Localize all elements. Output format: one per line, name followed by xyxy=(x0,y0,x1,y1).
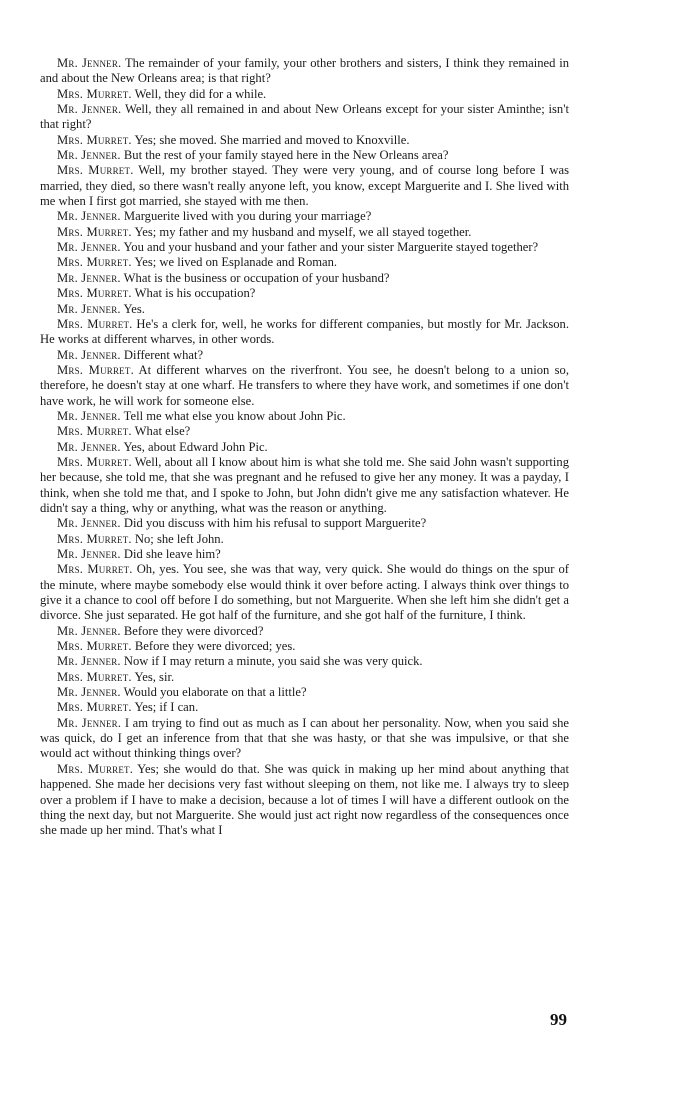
testimony-text: Marguerite lived with you during your marriage? xyxy=(123,209,372,224)
speaker-name: Mr. Jenner. xyxy=(57,270,121,285)
speaker-name: Mr. Jenner. xyxy=(57,209,121,224)
testimony-paragraph xyxy=(40,624,569,639)
speaker-name: Mrs. Murret. xyxy=(57,224,132,239)
speaker-name: Mr. Jenner. xyxy=(57,56,122,70)
testimony-text: What is his occupation? xyxy=(134,286,256,301)
testimony-paragraph xyxy=(40,286,569,301)
speaker-name: Mrs. Murret. xyxy=(57,316,133,331)
speaker-name: Mr. Jenner. xyxy=(57,623,121,638)
testimony-paragraph xyxy=(40,87,569,102)
speaker-name: Mr. Jenner. xyxy=(57,685,121,700)
testimony-paragraph xyxy=(40,516,569,531)
testimony-text: Tell me what else you know about John Pic. xyxy=(123,408,346,423)
testimony-text: Before they were divorced? xyxy=(123,623,264,638)
testimony-paragraph xyxy=(40,762,569,839)
testimony-text: What is the business or occupation of your husband? xyxy=(123,270,390,285)
testimony-paragraph xyxy=(40,102,569,133)
testimony-paragraph xyxy=(40,271,569,286)
testimony-paragraph xyxy=(40,532,569,547)
testimony-paragraph xyxy=(40,148,569,163)
testimony-text: The remainder of your family, your other brothers and sisters, I think they remained in and about the New Orleans area; is that right? xyxy=(40,56,570,86)
speaker-name: Mr. Jenner. xyxy=(57,654,121,669)
testimony-paragraph xyxy=(40,424,569,439)
speaker-name: Mr. Jenner. xyxy=(57,102,122,117)
testimony-text: Did she leave him? xyxy=(123,547,221,561)
testimony-text: At different wharves on the riverfront. You see, he doesn't belong to a union so, therefore, he doesn't stay at one wharf. He transfers to where they have work, and sometimes if one don't have work, he will work for someone else. xyxy=(40,362,569,408)
testimony-text: Yes; if I can. xyxy=(134,700,199,715)
speaker-name: Mrs. Murret. xyxy=(57,639,132,654)
speaker-name: Mrs. Murret. xyxy=(57,531,132,546)
speaker-name: Mrs. Murret. xyxy=(57,255,132,270)
speaker-name: Mrs. Murret. xyxy=(57,454,132,469)
speaker-name: Mr. Jenner. xyxy=(57,547,121,561)
testimony-text: You and your husband and your father and your sister Marguerite stayed together? xyxy=(123,240,539,255)
speaker-name: Mr. Jenner. xyxy=(57,408,121,423)
testimony-paragraph xyxy=(40,685,569,700)
testimony-text: Well, about all I know about him is what she told me. She said John wasn't supporting her because, she told me, that she was pregnant and he refused to give her any money. It was a payday, I think, when she told me that, and I spoke to John, but John didn't give me any satisfaction whatever. He didn't say a thing, why or anything, what was the reason or anything. xyxy=(40,454,570,515)
speaker-name: Mrs. Murret. xyxy=(57,362,134,377)
speaker-name: Mrs. Murret. xyxy=(57,761,134,776)
testimony-paragraph xyxy=(40,209,569,224)
testimony-paragraph xyxy=(40,409,569,424)
testimony-paragraph xyxy=(40,716,569,762)
testimony-paragraph xyxy=(40,225,569,240)
testimony-paragraph xyxy=(40,700,569,715)
speaker-name: Mrs. Murret. xyxy=(57,700,132,715)
testimony-paragraph xyxy=(40,654,569,669)
testimony-paragraph xyxy=(40,240,569,255)
testimony-text: He's a clerk for, well, he works for different companies, but mostly for Mr. Jackson. He works at different wharves, in other words. xyxy=(40,316,570,347)
testimony-paragraph xyxy=(40,255,569,270)
testimony-text: Well, they all remained in and about New Orleans except for your sister Aminthe; isn't that right? xyxy=(40,102,569,132)
speaker-name: Mrs. Murret. xyxy=(57,562,133,577)
testimony-paragraph xyxy=(40,639,569,654)
speaker-name: Mr. Jenner. xyxy=(57,240,121,255)
speaker-name: Mr. Jenner. xyxy=(57,148,121,163)
speaker-name: Mrs. Murret. xyxy=(57,286,132,301)
testimony-paragraph xyxy=(40,163,569,209)
speaker-name: Mr. Jenner. xyxy=(57,301,121,316)
testimony-text: No; she left John. xyxy=(134,531,224,546)
speaker-name: Mrs. Murret. xyxy=(57,86,132,101)
testimony-text: Now if I may return a minute, you said she was very quick. xyxy=(123,654,423,669)
testimony-text: Yes; she would do that. She was quick in making up her mind about anything that happened. She made her decisions very fast without sleeping on them, not like me. I always try to sleep over a problem if I have to make a decision, because a lot of times I will have a different outlook on the thing the next day, but not Marguerite. She would just act right now regardless of the consequences once she made up her mind. That's what I xyxy=(40,761,569,838)
testimony-paragraph xyxy=(40,547,569,562)
speaker-name: Mr. Jenner. xyxy=(57,439,121,454)
testimony-text: Yes. xyxy=(123,301,145,316)
testimony-text: But the rest of your family stayed here in the New Orleans area? xyxy=(123,148,449,163)
testimony-text: Did you discuss with him his refusal to support Marguerite? xyxy=(123,516,427,531)
testimony-text: Before they were divorced; yes. xyxy=(134,639,296,654)
speaker-name: Mr. Jenner. xyxy=(57,347,121,362)
testimony-text: Yes, about Edward John Pic. xyxy=(123,439,268,454)
testimony-paragraph xyxy=(40,363,569,409)
testimony-text: Yes; we lived on Esplanade and Roman. xyxy=(134,255,338,270)
testimony-text: Yes, sir. xyxy=(134,669,175,684)
testimony-text: Well, my brother stayed. They were very young, and of course long before I was married, they died, so there wasn't really anyone left, you know, except Marguerite and I. She lived with me when I first got married, she stayed with me then. xyxy=(40,163,570,209)
testimony-text: Well, they did for a while. xyxy=(134,86,267,101)
testimony-text: Would you elaborate on that a little? xyxy=(123,685,307,700)
testimony-text: What else? xyxy=(134,424,191,439)
speaker-name: Mr. Jenner. xyxy=(57,715,122,730)
speaker-name: Mr. Jenner. xyxy=(57,516,121,531)
testimony-paragraph xyxy=(40,562,569,623)
document-body xyxy=(40,56,569,839)
testimony-text: Oh, yes. You see, she was that way, very quick. She would do things on the spur of the minute, where maybe somebody else would think it over before acting. I always think over things to give it a chance to cool off before I do something, but not Marguerite. When she left him she didn't get a divorce. She just separated. He got half of the furniture, and she got half of the furniture, I think. xyxy=(40,562,569,623)
testimony-paragraph xyxy=(40,302,569,317)
testimony-paragraph xyxy=(40,440,569,455)
testimony-text: Yes; she moved. She married and moved to Knoxville. xyxy=(134,132,410,147)
testimony-text: Yes; my father and my husband and myself, we all stayed together. xyxy=(134,224,472,239)
testimony-paragraph xyxy=(40,348,569,363)
testimony-text: I am trying to find out as much as I can about her personality. Now, when you said she was quick, do I get an inference from that that she was hasty, or that she was impulsive, or that she would act without thinking things over? xyxy=(40,715,569,761)
speaker-name: Mrs. Murret. xyxy=(57,132,132,147)
speaker-name: Mrs. Murret. xyxy=(57,669,132,684)
testimony-paragraph xyxy=(40,455,569,516)
testimony-paragraph xyxy=(40,317,569,348)
speaker-name: Mrs. Murret. xyxy=(57,163,134,178)
testimony-paragraph xyxy=(40,56,569,87)
testimony-paragraph xyxy=(40,133,569,148)
testimony-paragraph xyxy=(40,670,569,685)
page-number: 99 xyxy=(550,1010,567,1029)
speaker-name: Mrs. Murret. xyxy=(57,424,132,439)
testimony-text: Different what? xyxy=(123,347,204,362)
